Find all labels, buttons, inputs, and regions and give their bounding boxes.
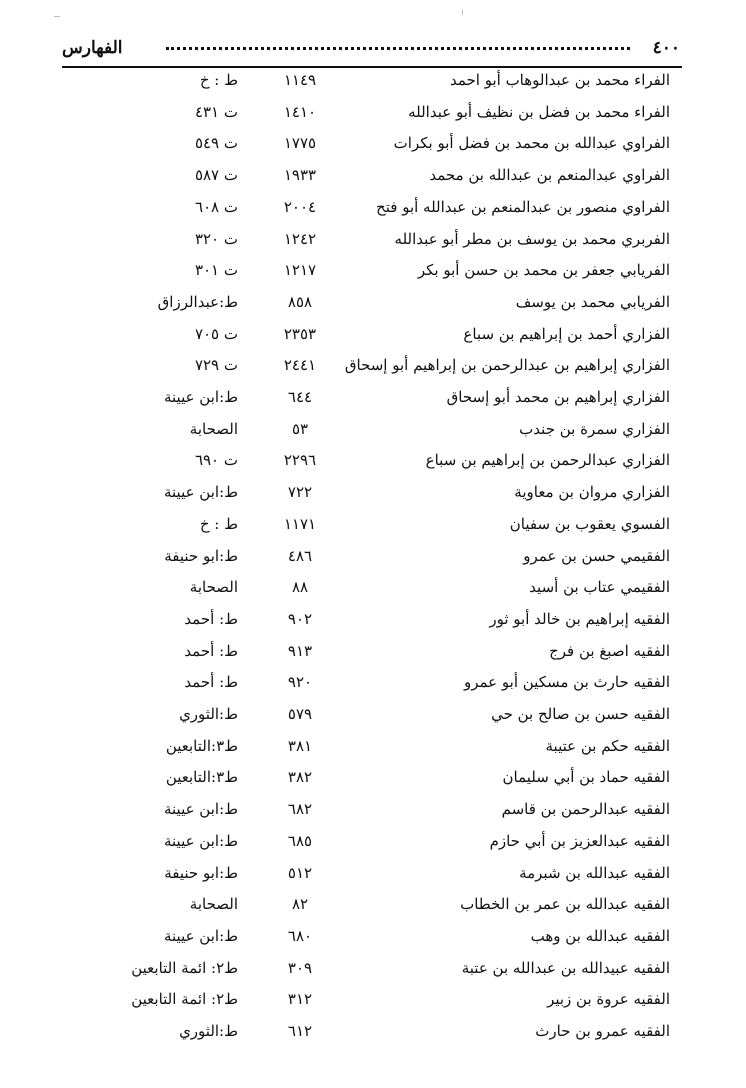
running-title: الفهارس bbox=[62, 38, 123, 58]
index-entry bbox=[0, 923, 746, 953]
entry-reference: ط٣:التابعين bbox=[165, 768, 238, 787]
entry-reference: ط:ابن عيينة bbox=[163, 388, 238, 406]
entry-reference: الصحابة bbox=[189, 578, 238, 597]
entry-reference: ت ٣٠١ bbox=[194, 261, 238, 280]
entry-name: الفراوي منصور بن عبدالمنعم بن عبدالله أبو فتح bbox=[376, 197, 670, 216]
entry-name: الفقيه عبدالله بن شبرمة bbox=[519, 863, 670, 882]
entry-name: الفزاري إبراهيم بن محمد أبو إسحاق bbox=[446, 388, 670, 406]
entry-name: الفقيه عروة بن زبير bbox=[547, 990, 670, 1009]
index-entry bbox=[0, 67, 746, 97]
entry-reference: ط:ابن عيينة bbox=[163, 800, 238, 819]
entry-name: الفقيه عبدالعزيز بن أبي حازم bbox=[489, 831, 670, 850]
entry-name: الفريابي جعفر بن محمد بن حسن أبو بكر bbox=[417, 261, 670, 280]
entry-name: الفقيه عمرو بن حارث bbox=[535, 1022, 670, 1040]
index-entry bbox=[0, 891, 746, 921]
entry-number: ٣٠٩ bbox=[287, 958, 313, 977]
entry-reference: ت ٥٨٧ bbox=[194, 166, 238, 185]
entry-reference: ط:ابن عيينة bbox=[163, 831, 238, 850]
index-entry bbox=[0, 796, 746, 826]
index-entry bbox=[0, 1018, 746, 1048]
entry-reference: ط: أحمد bbox=[184, 609, 238, 628]
entry-name: الفقيه عبدالله بن وهب bbox=[530, 926, 670, 945]
entry-number: ٥١٢ bbox=[287, 863, 313, 882]
index-entry bbox=[0, 416, 746, 446]
entry-number: ١٩٣٣ bbox=[283, 166, 317, 185]
entry-name: الفراء محمد بن عبدالوهاب أبو احمد bbox=[449, 71, 670, 89]
entry-reference: ط:الثوري bbox=[179, 705, 238, 723]
index-entry bbox=[0, 479, 746, 509]
index-entry bbox=[0, 574, 746, 604]
index-entry bbox=[0, 638, 746, 668]
entry-reference: ط : خ bbox=[199, 71, 238, 89]
entry-name: الفزاري عبدالرحمن بن إبراهيم بن سباع bbox=[425, 451, 670, 470]
entry-number: ٣٨٢ bbox=[287, 768, 313, 787]
entry-reference: ط:ابو حنيفة bbox=[164, 546, 238, 565]
entry-reference: ت ٧٠٥ bbox=[194, 324, 238, 343]
entry-reference: ط٣:التابعين bbox=[165, 736, 238, 755]
entry-name: الفقيمي عتاب بن أسيد bbox=[529, 578, 670, 597]
index-entry bbox=[0, 669, 746, 699]
entry-number: ٦١٢ bbox=[287, 1022, 313, 1040]
entry-name: الفراوي عبدالله بن محمد بن فضل أبو بكرات bbox=[393, 134, 670, 153]
index-entry bbox=[0, 860, 746, 890]
entry-reference: ط: أحمد bbox=[184, 641, 238, 660]
entry-name: الفراوي عبدالمنعم بن عبدالله بن محمد bbox=[429, 166, 670, 185]
index-entry bbox=[0, 99, 746, 129]
index-entry bbox=[0, 257, 746, 287]
entry-number: ٣١٢ bbox=[287, 990, 313, 1009]
entry-number: ١١٤٩ bbox=[283, 71, 317, 89]
index-entry bbox=[0, 289, 746, 319]
index-entry bbox=[0, 955, 746, 985]
entry-name: الفزاري أحمد بن إبراهيم بن سباع bbox=[463, 324, 670, 343]
index-entry bbox=[0, 162, 746, 192]
index-entry bbox=[0, 733, 746, 763]
entry-reference: ت ٥٤٩ bbox=[194, 134, 238, 153]
entry-number: ٩١٣ bbox=[287, 641, 313, 660]
entry-reference: ط:ابن عيينة bbox=[163, 483, 238, 502]
entry-number: ٨٥٨ bbox=[287, 292, 313, 311]
entry-name: الفراء محمد بن فضل بن نظيف أبو عبدالله bbox=[408, 102, 670, 121]
entry-number: ٧٢٢ bbox=[287, 483, 313, 502]
entry-reference: ط: أحمد bbox=[184, 673, 238, 692]
entry-reference: الصحابة bbox=[189, 895, 238, 914]
index-entry bbox=[0, 986, 746, 1016]
entry-reference: ت ٧٢٩ bbox=[194, 356, 238, 375]
entry-reference: ت ٣٢٠ bbox=[194, 229, 238, 248]
entry-name: الفقيه حكم بن عتيبة bbox=[545, 736, 670, 755]
entry-name: الفقيه حماد بن أبي سليمان bbox=[502, 768, 670, 787]
index-entry bbox=[0, 352, 746, 382]
entry-number: ٦٨٢ bbox=[287, 800, 313, 819]
entry-number: ٤٨٦ bbox=[287, 546, 313, 565]
entry-name: الفريابي محمد بن يوسف bbox=[515, 292, 670, 311]
entry-name: الفزاري مروان بن معاوية bbox=[514, 483, 670, 502]
index-entry bbox=[0, 511, 746, 541]
entry-name: الفقيه إبراهيم بن خالد أبو ثور bbox=[489, 609, 670, 628]
index-entry bbox=[0, 130, 746, 160]
entry-number: ٨٢ bbox=[291, 895, 309, 914]
entry-number: ٦٨٥ bbox=[287, 831, 313, 850]
index-entry bbox=[0, 194, 746, 224]
entry-reference: ط:ابن عيينة bbox=[163, 926, 238, 945]
entry-number: ١٢٤٢ bbox=[283, 229, 317, 248]
entry-number: ٢٢٩٦ bbox=[283, 451, 317, 470]
index-entry bbox=[0, 447, 746, 477]
entry-reference: ط:الثوري bbox=[179, 1022, 238, 1040]
entry-number: ٣٨١ bbox=[287, 736, 313, 755]
entry-number: ٢٤٤١ bbox=[283, 356, 317, 375]
entry-reference: ت ٦٩٠ bbox=[194, 451, 238, 470]
index-entry bbox=[0, 701, 746, 731]
entry-number: ١٧٧٥ bbox=[283, 134, 317, 153]
entry-reference: ط٢: ائمة التابعين bbox=[131, 958, 238, 977]
index-entry bbox=[0, 321, 746, 351]
entry-reference: ط٢: ائمة التابعين bbox=[131, 990, 238, 1009]
entry-number: ١٢١٧ bbox=[283, 261, 317, 280]
entry-name: الفزاري سمرة بن جندب bbox=[519, 419, 670, 438]
entry-reference: ت ٤٣١ bbox=[194, 102, 238, 121]
entry-number: ٦٤٤ bbox=[287, 388, 313, 406]
entry-number: ٢٠٠٤ bbox=[283, 197, 317, 216]
entry-reference: ط:ابو حنيفة bbox=[164, 863, 238, 882]
entry-name: الفقيه اصبغ بن فرج bbox=[549, 641, 670, 660]
entry-number: ٨٨ bbox=[291, 578, 309, 597]
entry-name: الفسوي يعقوب بن سفيان bbox=[509, 514, 670, 533]
index-entry bbox=[0, 384, 746, 414]
entry-name: الفقيه حسن بن صالح بن حي bbox=[491, 705, 670, 723]
entry-number: ٦٨٠ bbox=[287, 926, 313, 945]
index-entry bbox=[0, 226, 746, 256]
entry-name: الفقيه عبدالله بن عمر بن الخطاب bbox=[460, 895, 670, 914]
entry-number: ٢٣٥٣ bbox=[283, 324, 317, 343]
entry-name: الفقيه عبدالرحمن بن قاسم bbox=[501, 800, 670, 819]
index-entry bbox=[0, 828, 746, 858]
entry-name: الفقيه حارث بن مسكين أبو عمرو bbox=[463, 673, 670, 692]
entry-number: ٥٣ bbox=[291, 419, 309, 438]
entry-number: ٩٠٢ bbox=[287, 609, 313, 628]
index-entry bbox=[0, 606, 746, 636]
entry-name: الفزاري إبراهيم بن عبدالرحمن بن إبراهيم أبو إسحاق bbox=[344, 356, 670, 375]
entry-reference: ط:عبدالرزاق bbox=[157, 292, 238, 311]
entry-number: ٥٧٩ bbox=[287, 705, 313, 723]
entry-number: ١١٧١ bbox=[283, 514, 317, 533]
entry-reference: الصحابة bbox=[189, 419, 238, 438]
index-entry bbox=[0, 543, 746, 573]
entry-reference: ط : خ bbox=[199, 514, 238, 533]
index-entry bbox=[0, 764, 746, 794]
page-number: ٤٠٠ bbox=[652, 38, 680, 58]
entry-reference: ت ٦٠٨ bbox=[194, 197, 238, 216]
entry-number: ١٤١٠ bbox=[283, 102, 317, 121]
entry-number: ٩٢٠ bbox=[287, 673, 313, 692]
entry-name: الفقيمي حسن بن عمرو bbox=[523, 546, 670, 565]
entry-name: الفقيه عبيدالله بن عبدالله بن عتبة bbox=[461, 958, 670, 977]
entry-name: الفربري محمد بن يوسف بن مطر أبو عبدالله bbox=[394, 229, 670, 248]
